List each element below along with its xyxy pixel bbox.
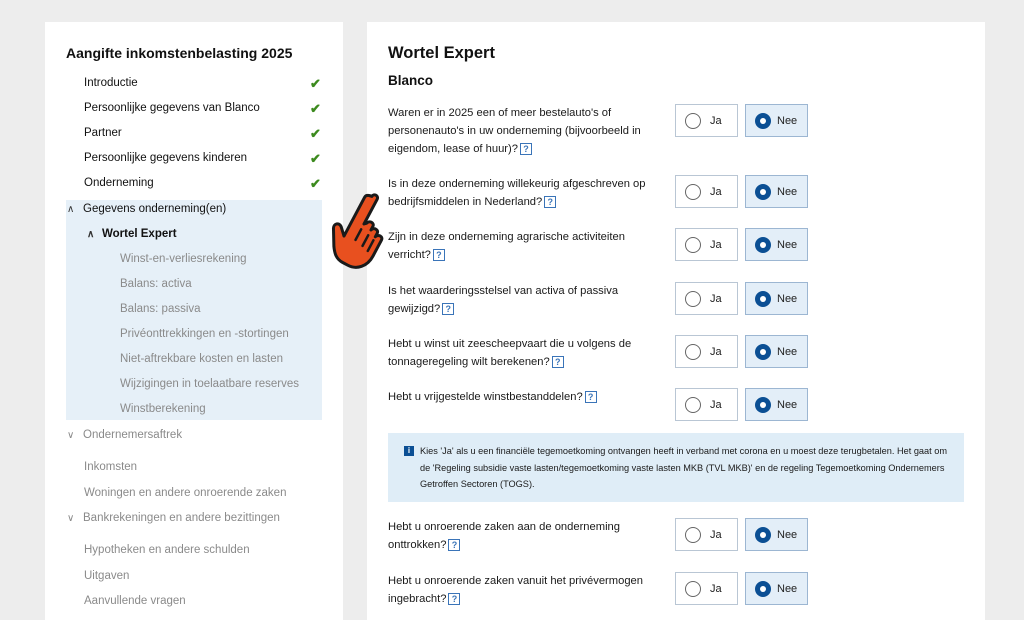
question-waarderingsstelsel bbox=[388, 282, 653, 318]
option-label: Nee bbox=[777, 399, 798, 411]
option-label: Ja bbox=[710, 399, 722, 411]
help-icon[interactable]: ? bbox=[442, 303, 454, 315]
q6-ja-option[interactable] bbox=[675, 388, 738, 421]
radio-selected-icon bbox=[755, 581, 771, 597]
checkmark-icon: ✔ bbox=[310, 126, 321, 141]
sidebar-item-label: Wijzigingen in toelaatbare reserves bbox=[120, 378, 299, 390]
info-text: Kies 'Ja' als u een financiële tegemoetkoming ontvangen heeft in verband met corona en u moest deze terugbetalen. Het gaat om de 'Regeling subsidie vaste lasten/tegemoetkoming vaste lasten MKB (TVL MKB)' en de regeling Tegemoetkoming Ondernemers Getroffen Sectoren (TOGS). bbox=[420, 446, 948, 489]
question-onroerende-zaken-ingebracht bbox=[388, 572, 653, 608]
sidebar-item-kinderen[interactable] bbox=[45, 146, 343, 171]
q1-nee-option[interactable] bbox=[745, 104, 808, 137]
option-label: Nee bbox=[777, 346, 798, 358]
sidebar-item-winst-en-verliesrekening[interactable] bbox=[45, 247, 343, 272]
q5-ja-option[interactable] bbox=[675, 335, 738, 368]
sidebar-item-aanvullende-vragen[interactable] bbox=[45, 589, 343, 614]
sidebar-item-label: Niet-aftrekbare kosten en lasten bbox=[120, 353, 284, 365]
q1-ja-option[interactable] bbox=[675, 104, 738, 137]
radio-icon bbox=[685, 527, 701, 543]
sidebar-item-privéonttrekkingen[interactable] bbox=[45, 322, 343, 347]
checkmark-icon: ✔ bbox=[310, 176, 321, 191]
sidebar-item-label: Privéonttrekkingen en -stortingen bbox=[120, 328, 289, 340]
radio-icon bbox=[685, 184, 701, 200]
question-text: Waren er in 2025 een of meer bestelauto's of personenauto's in uw onderneming (bijvoorbeeld in eigendom, lease of huur)? bbox=[388, 107, 641, 155]
chevron-up-icon: ∧ bbox=[67, 204, 75, 215]
radio-selected-icon bbox=[755, 344, 771, 360]
radio-icon bbox=[685, 113, 701, 129]
q7-ja-option[interactable] bbox=[675, 518, 738, 551]
question-text: Is het waarderingsstelsel van activa of passiva gewijzigd? bbox=[388, 285, 619, 315]
option-label: Ja bbox=[710, 583, 722, 595]
sidebar-item-balans-activa[interactable] bbox=[45, 272, 343, 297]
sidebar-item-persoonlijke-gegevens[interactable] bbox=[45, 96, 343, 121]
sidebar-item-hypotheken[interactable] bbox=[45, 538, 343, 563]
sidebar-item-label: Partner bbox=[84, 127, 122, 139]
sidebar-item-label: Woningen en andere onroerende zaken bbox=[84, 487, 287, 499]
option-label: Ja bbox=[710, 346, 722, 358]
option-label: Ja bbox=[710, 115, 722, 127]
sidebar-item-label: Winst-en-verliesrekening bbox=[120, 253, 247, 265]
help-icon[interactable]: ? bbox=[433, 249, 445, 261]
radio-selected-icon bbox=[755, 527, 771, 543]
radio-selected-icon bbox=[755, 291, 771, 307]
sidebar-item-label: Balans: passiva bbox=[120, 303, 201, 315]
sidebar-section-ondernemersaftrek[interactable] bbox=[45, 423, 343, 448]
info-box bbox=[388, 433, 964, 502]
sidebar-navigation bbox=[45, 22, 343, 620]
sidebar-item-woningen[interactable] bbox=[45, 481, 343, 506]
page-title: Wortel Expert bbox=[388, 44, 495, 62]
question-text: Is in deze onderneming willekeurig afgeschreven op bedrijfsmiddelen in Nederland? bbox=[388, 178, 646, 208]
sidebar-item-wijzigingen-reserves[interactable] bbox=[45, 372, 343, 397]
q4-nee-option[interactable] bbox=[745, 282, 808, 315]
help-icon[interactable]: ? bbox=[520, 143, 532, 155]
sidebar-item-label: Persoonlijke gegevens kinderen bbox=[84, 152, 248, 164]
question-text: Hebt u winst uit zeescheepvaart die u volgens de tonnageregeling wilt berekenen? bbox=[388, 338, 632, 368]
sidebar-item-partner[interactable] bbox=[45, 121, 343, 146]
radio-selected-icon bbox=[755, 237, 771, 253]
q8-nee-option[interactable] bbox=[745, 572, 808, 605]
sidebar-section-bankrekeningen[interactable] bbox=[45, 506, 343, 531]
option-label: Nee bbox=[777, 239, 798, 251]
sidebar-item-inkomsten[interactable] bbox=[45, 455, 343, 480]
option-label: Ja bbox=[710, 239, 722, 251]
sidebar-title: Aangifte inkomstenbelasting 2025 bbox=[66, 45, 293, 61]
q7-nee-option[interactable] bbox=[745, 518, 808, 551]
help-icon[interactable]: ? bbox=[544, 196, 556, 208]
option-label: Nee bbox=[777, 186, 798, 198]
sidebar-item-label: Uitgaven bbox=[84, 570, 130, 582]
sidebar-item-onderneming[interactable] bbox=[45, 171, 343, 196]
sidebar-item-label: Bankrekeningen en andere bezittingen bbox=[83, 512, 280, 524]
sidebar-item-label: Wortel Expert bbox=[102, 228, 177, 240]
option-label: Nee bbox=[777, 293, 798, 305]
option-label: Nee bbox=[777, 583, 798, 595]
question-bestelautos bbox=[388, 104, 653, 158]
info-icon: i bbox=[404, 446, 414, 456]
checkmark-icon: ✔ bbox=[310, 101, 321, 116]
sidebar-item-label: Gegevens onderneming(en) bbox=[83, 203, 227, 215]
question-text: Hebt u onroerende zaken aan de onderneming onttrokken? bbox=[388, 521, 620, 551]
question-text: Hebt u vrijgestelde winstbestanddelen? bbox=[388, 391, 583, 403]
question-vrijgestelde-winst bbox=[388, 388, 653, 406]
question-zeescheepvaart bbox=[388, 335, 653, 371]
sidebar-item-label: Persoonlijke gegevens van Blanco bbox=[84, 102, 260, 114]
sidebar-item-winstberekening[interactable] bbox=[45, 397, 343, 422]
q6-nee-option[interactable] bbox=[745, 388, 808, 421]
help-icon[interactable]: ? bbox=[448, 539, 460, 551]
radio-icon bbox=[685, 291, 701, 307]
q5-nee-option[interactable] bbox=[745, 335, 808, 368]
checkmark-icon: ✔ bbox=[310, 151, 321, 166]
sidebar-item-wortel-expert[interactable] bbox=[45, 222, 343, 247]
radio-icon bbox=[685, 397, 701, 413]
q8-ja-option[interactable] bbox=[675, 572, 738, 605]
q3-nee-option[interactable] bbox=[745, 228, 808, 261]
sidebar-section-gegevens-onderneming[interactable] bbox=[45, 197, 343, 222]
question-text: Zijn in deze onderneming agrarische activiteiten verricht? bbox=[388, 231, 625, 261]
question-onroerende-zaken-onttrokken bbox=[388, 518, 653, 554]
option-label: Ja bbox=[710, 186, 722, 198]
sidebar-item-label: Inkomsten bbox=[84, 461, 138, 473]
radio-icon bbox=[685, 237, 701, 253]
question-text: Hebt u onroerende zaken vanuit het privévermogen ingebracht? bbox=[388, 575, 643, 605]
q2-ja-option[interactable] bbox=[675, 175, 738, 208]
question-agrarische-activiteiten bbox=[388, 228, 653, 264]
hand-pointer-icon bbox=[328, 190, 396, 274]
main-content bbox=[367, 22, 985, 620]
sidebar-item-introductie[interactable] bbox=[45, 71, 343, 96]
help-icon[interactable]: ? bbox=[448, 593, 460, 605]
radio-icon bbox=[685, 581, 701, 597]
radio-selected-icon bbox=[755, 397, 771, 413]
help-icon[interactable]: ? bbox=[552, 356, 564, 368]
question-willekeurig-afgeschreven bbox=[388, 175, 653, 211]
sidebar-item-label: Balans: activa bbox=[120, 278, 192, 290]
sidebar-item-label: Introductie bbox=[84, 77, 138, 89]
option-label: Nee bbox=[777, 529, 798, 541]
help-icon[interactable]: ? bbox=[585, 391, 597, 403]
q4-ja-option[interactable] bbox=[675, 282, 738, 315]
chevron-down-icon: ∨ bbox=[67, 430, 75, 441]
option-label: Nee bbox=[777, 115, 798, 127]
page-subtitle: Blanco bbox=[388, 73, 434, 88]
radio-icon bbox=[685, 344, 701, 360]
checkmark-icon: ✔ bbox=[310, 76, 321, 91]
chevron-up-icon: ∧ bbox=[87, 229, 95, 240]
q2-nee-option[interactable] bbox=[745, 175, 808, 208]
sidebar-item-label: Ondernemersaftrek bbox=[83, 429, 183, 441]
sidebar-item-balans-passiva[interactable] bbox=[45, 297, 343, 322]
option-label: Ja bbox=[710, 293, 722, 305]
radio-selected-icon bbox=[755, 184, 771, 200]
sidebar-item-uitgaven[interactable] bbox=[45, 564, 343, 589]
sidebar-item-label: Hypotheken en andere schulden bbox=[84, 544, 250, 556]
sidebar-item-label: Onderneming bbox=[84, 177, 154, 189]
q3-ja-option[interactable] bbox=[675, 228, 738, 261]
sidebar-item-label: Aanvullende vragen bbox=[84, 595, 186, 607]
sidebar-item-niet-aftrekbare-kosten[interactable] bbox=[45, 347, 343, 372]
chevron-down-icon: ∨ bbox=[67, 513, 75, 524]
radio-selected-icon bbox=[755, 113, 771, 129]
sidebar-item-label: Winstberekening bbox=[120, 403, 206, 415]
option-label: Ja bbox=[710, 529, 722, 541]
